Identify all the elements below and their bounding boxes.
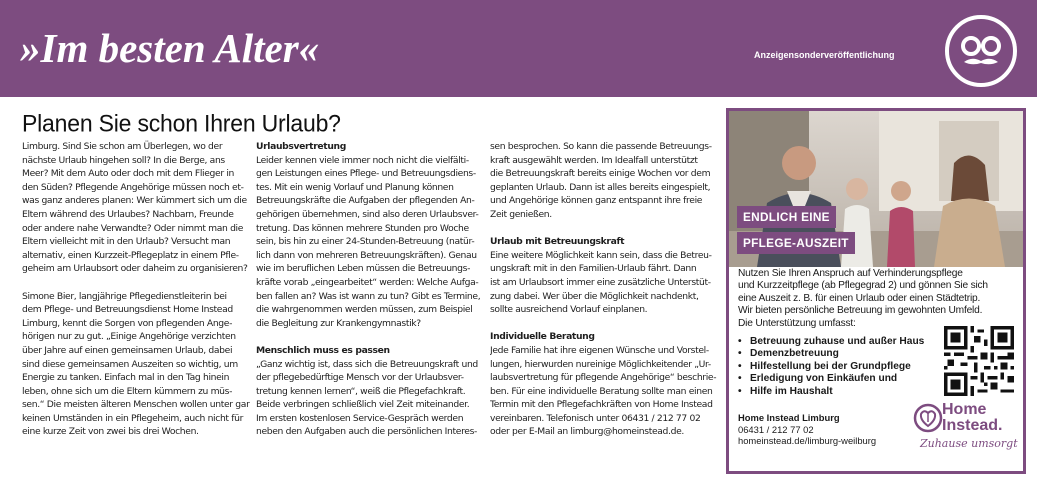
text-line: ben. Für eine individuelle Beratung sollte man einen <box>490 385 713 397</box>
text-line: geheim am Urlaubsort oder daheim zu organisieren? <box>22 263 248 275</box>
text-line: „Ganz wichtig ist, dass sich die Betreuungskraft und <box>256 358 478 370</box>
contact-block <box>738 412 876 447</box>
text-line: lungen, hierwurden nureinige Möglichkeitender „Ur- <box>490 358 711 370</box>
subheading: Menschlich muss es passen <box>256 344 390 356</box>
text-line: dem Pflege- und Betreuungsdienst Home Instead <box>22 304 233 316</box>
services-list <box>738 336 924 398</box>
text-line: geplanten Urlaub. Dann ist alles bereits eingespielt, <box>490 181 711 193</box>
text-line: leben, ohne sich um die Eltern kümmern zu müs- <box>22 385 233 397</box>
text-line: vereinbaren. Telefonisch unter 06431 / 212 77 02 <box>490 412 701 424</box>
text-line: über Jahre auf einen gemeinsamen Urlaub, dabei <box>22 344 233 356</box>
text-line: ben fallen an? Was ist wann zu tun? Gibt es Termine, <box>256 290 481 302</box>
text-line: laubsvertretung für pflegende Angehörige“ beschrie- <box>490 372 717 384</box>
text-line: Zeit genießen. <box>490 208 552 220</box>
text-line: zung dabei. Wer über die Möglichkeit nachdenkt, <box>490 290 699 302</box>
text-line: Die Unterstützung umfasst: <box>738 317 856 329</box>
text-line: Eine weitere Möglichkeit kann sein, dass die Betreu- <box>490 249 712 261</box>
text-line: sollte ausreichend Vorlauf einplanen. <box>490 304 648 316</box>
article-column-2 <box>256 140 488 439</box>
contact-phone[interactable]: 06431 / 212 77 02 <box>738 423 814 435</box>
brand-line-1: Home <box>942 401 987 418</box>
text-line: Beide verbringen schließlich viel Zeit miteinander. <box>256 399 470 411</box>
text-line: Nutzen Sie Ihren Anspruch auf Verhinderungspflege <box>738 268 963 279</box>
list-item: • Erledigung von Einkäufen und <box>738 373 924 385</box>
text-line: sein, bis hin zu einer 24-Stunden-Betreuung (natür- <box>256 236 475 248</box>
ad-badge-line-2: PFLEGE-AUSZEIT <box>737 232 855 254</box>
text-line: alternativ, einen Kurzzeit-Pflegeplatz in einem Pfle- <box>22 249 239 261</box>
text-line: die Betreuungskraft bereits einige Wochen vor dem <box>490 168 711 180</box>
text-line: Energie zu tanken. Einfach mal in den Tag hinein <box>22 372 230 384</box>
text-line: kraft ausgewählt werden. Im Idealfall unterstützt <box>490 154 698 166</box>
contact-name: Home Instead Limburg <box>738 412 840 423</box>
text-line: ungskraft mit in den Familien-Urlaub fährt. Dann <box>490 263 697 275</box>
text-line: neben den Aufgaben auch die persönlichen Interes- <box>256 426 478 438</box>
text-line: hörigen nur zu gut. „Einige Angehörige verzichten <box>22 331 236 343</box>
glasses-mustache-icon <box>944 14 1018 88</box>
text-line: ist am Urlaubsort immer eine zusätzliche Unterstüt- <box>490 276 711 288</box>
text-line: wie im beruflichen Leben müssen die Betreuungs- <box>256 263 471 275</box>
page-title: »Im besten Alter« <box>20 25 320 71</box>
text-line: keinen Umständen in ein Pflegeheim, auch nicht für <box>22 412 244 424</box>
text-line: und Kurzzeitpflege (ab Pflegegrad 2) und gönnen Sie sich <box>738 280 988 292</box>
text-line: Jede Familie hat ihre eigenen Wünsche und Vorstel- <box>490 344 709 356</box>
text-line: tes. Mit ein wenig Vorlauf und Planung können <box>256 181 454 193</box>
text-line: Wir bieten persönliche Betreuung im gewohnten Umfeld. <box>738 305 983 317</box>
subheading: Urlaubsvertretung <box>256 141 346 152</box>
subheading: Individuelle Beratung <box>490 331 595 343</box>
text-line: was ganz anderes planen: Wer kümmert sich um die <box>22 195 247 207</box>
text-line: eine kurze Zeit von zwei bis drei Wochen. <box>22 426 199 438</box>
text-line: den Süden? Pflegende Angehörige müssen noch et- <box>22 181 244 193</box>
text-line: die wahrgenommen werden müssen, zum Beispiel <box>256 304 473 316</box>
article-column-1 <box>22 140 254 439</box>
list-item: • Hilfe im Haushalt <box>738 386 924 398</box>
ad-description <box>738 268 1018 330</box>
text-line: sen.“ Die meisten älteren Menschen wollen unter gar <box>22 399 250 411</box>
text-line: Betreuungskräfte die Aufgaben der pflegenden An- <box>256 195 475 207</box>
text-line: lich dann von mehreren Betreuungskräften). Genau <box>256 249 477 261</box>
contact-website[interactable]: homeinstead.de/limburg-weilburg <box>738 435 877 447</box>
text-line: Limburg. Sind Sie schon am Überlegen, wo der <box>22 141 223 152</box>
advertisement-tag: Anzeigensonderveröffentlichung <box>754 50 895 60</box>
text-line: tretung. Das können mehrere Stunden pro Woche <box>256 222 469 234</box>
text-line: gen Leistungen eines Pflege- und Betreuungsdiens- <box>256 168 476 180</box>
article-column-3 <box>490 140 722 439</box>
brand-slogan: Zuhause umsorgt <box>920 437 1018 450</box>
text-line: eine Auszeit z. B. für einen Urlaub oder einen Städtetrip. <box>738 292 981 304</box>
text-line: oder per E-Mail an limburg@homeinstead.de. <box>490 426 684 438</box>
text-line: der pflegebedürftige Mensch vor der Urlaubsver- <box>256 372 464 384</box>
text-line: Leider kennen viele immer noch nicht die vielfälti- <box>256 154 469 166</box>
brand-line-2: Instead. <box>942 417 1003 434</box>
list-item: • Betreuung zuhause und außer Haus <box>738 336 924 348</box>
subheading: Urlaub mit Betreuungskraft <box>490 236 625 248</box>
list-item: • Demenzbetreuung <box>738 348 924 360</box>
text-line: sen besprochen. So kann die passende Betreuungs- <box>490 141 712 152</box>
text-line: Meer? Mit dem Auto oder doch mit dem Flieger in <box>22 168 234 180</box>
ad-badge-line-1: ENDLICH EINE <box>737 206 836 228</box>
text-line: nächste Urlaub hingehen soll? In die Berge, ans <box>22 154 225 166</box>
text-line: Simone Bier, langjährige Pflegedienstleiterin bei <box>22 290 227 302</box>
text-line: die Begleitung zur Krankengymnastik? <box>256 317 421 329</box>
article-headline: Planen Sie schon Ihren Urlaub? <box>22 109 341 137</box>
text-line: und Angehörige können ganz entspannt ihre freie <box>490 195 703 207</box>
text-line: Im ersten kostenlosen Service-Gespräch werden <box>256 412 464 424</box>
text-line: gehörigen übernehmen, sind also deren Urlaubsver- <box>256 208 479 220</box>
text-line: Limburg, kennt die Sorgen von pflegenden Ange- <box>22 317 233 329</box>
text-line: oder andere nahe Verwandte? Oder nimmt man die <box>22 222 244 234</box>
qr-code-icon[interactable] <box>944 326 1014 396</box>
list-item: • Hilfestellung bei der Grundpflege <box>738 361 924 373</box>
text-line: sind diese gemeinsamen Auszeiten so wichtig, um <box>22 358 238 370</box>
text-line: Termin mit den Pflegefachkräften von Home Instead <box>490 399 713 411</box>
text-line: Eltern während des Urlaubes? Nachbarn, Freunde <box>22 208 234 220</box>
text-line: Eltern vielleicht mit in den Urlaub? Versucht man <box>22 236 231 248</box>
text-line: tretung kennen lernen“, weiß die Pflegefachkraft. <box>256 385 466 397</box>
text-line: kräfte vorab „eingearbeitet“ werden: Welche Aufga- <box>256 276 479 288</box>
